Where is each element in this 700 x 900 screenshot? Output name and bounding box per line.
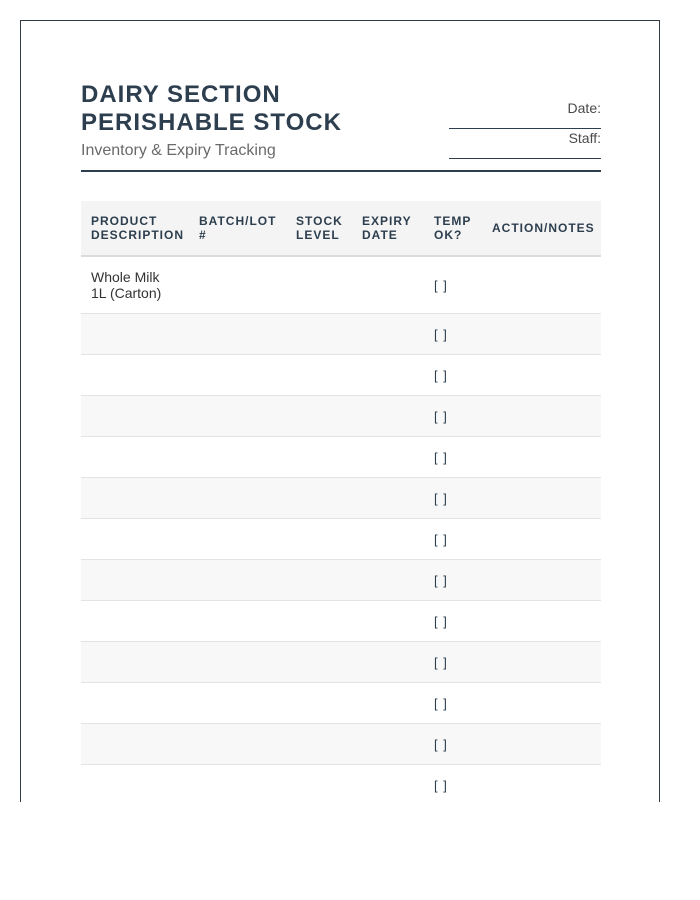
cell-product[interactable] bbox=[81, 478, 189, 519]
cell-batch[interactable] bbox=[189, 437, 286, 478]
temp-checkbox[interactable]: [ ] bbox=[434, 409, 448, 424]
temp-checkbox[interactable]: [ ] bbox=[434, 737, 448, 752]
cell-temp[interactable] bbox=[424, 519, 482, 560]
title-line-2: PERISHABLE STOCK bbox=[81, 109, 342, 136]
temp-checkbox[interactable]: [ ] bbox=[434, 450, 448, 465]
cell-temp[interactable] bbox=[424, 683, 482, 724]
table-row bbox=[81, 765, 601, 803]
cell-action[interactable] bbox=[482, 724, 601, 765]
cell-batch[interactable] bbox=[189, 642, 286, 683]
cell-expiry[interactable] bbox=[352, 601, 424, 642]
table-row bbox=[81, 601, 601, 642]
page-title bbox=[81, 81, 342, 137]
cell-expiry[interactable] bbox=[352, 519, 424, 560]
temp-checkbox[interactable]: [ ] bbox=[434, 614, 448, 629]
cell-action[interactable] bbox=[482, 355, 601, 396]
cell-batch[interactable] bbox=[189, 724, 286, 765]
header-action: ACTION/NOTES bbox=[482, 201, 601, 256]
cell-product[interactable] bbox=[81, 396, 189, 437]
cell-action[interactable] bbox=[482, 437, 601, 478]
cell-product[interactable] bbox=[81, 724, 189, 765]
cell-stock[interactable] bbox=[286, 396, 352, 437]
cell-stock[interactable] bbox=[286, 683, 352, 724]
temp-checkbox[interactable]: [ ] bbox=[434, 368, 448, 383]
table-row bbox=[81, 560, 601, 601]
cell-expiry[interactable] bbox=[352, 355, 424, 396]
cell-action[interactable] bbox=[482, 601, 601, 642]
cell-temp[interactable] bbox=[424, 256, 482, 314]
cell-stock[interactable] bbox=[286, 601, 352, 642]
cell-stock[interactable] bbox=[286, 642, 352, 683]
cell-stock[interactable] bbox=[286, 765, 352, 803]
table-row bbox=[81, 519, 601, 560]
header-expiry: EXPIRY DATE bbox=[352, 201, 424, 256]
cell-product[interactable] bbox=[81, 256, 189, 314]
cell-stock[interactable] bbox=[286, 256, 352, 314]
cell-batch[interactable] bbox=[189, 683, 286, 724]
title-line-1: DAIRY SECTION bbox=[81, 81, 281, 108]
cell-expiry[interactable] bbox=[352, 437, 424, 478]
table-row bbox=[81, 642, 601, 683]
cell-product[interactable] bbox=[81, 642, 189, 683]
cell-product[interactable] bbox=[81, 437, 189, 478]
table-row bbox=[81, 256, 601, 314]
cell-expiry[interactable] bbox=[352, 683, 424, 724]
cell-temp[interactable] bbox=[424, 478, 482, 519]
cell-expiry[interactable] bbox=[352, 256, 424, 314]
cell-batch[interactable] bbox=[189, 601, 286, 642]
temp-checkbox[interactable]: [ ] bbox=[434, 491, 448, 506]
cell-stock[interactable] bbox=[286, 560, 352, 601]
cell-action[interactable] bbox=[482, 560, 601, 601]
temp-checkbox[interactable]: [ ] bbox=[434, 327, 448, 342]
table-row bbox=[81, 724, 601, 765]
cell-expiry[interactable] bbox=[352, 560, 424, 601]
cell-temp[interactable] bbox=[424, 437, 482, 478]
cell-action[interactable] bbox=[482, 765, 601, 803]
cell-text: Whole Milk 1L (Carton) bbox=[91, 269, 162, 301]
cell-action[interactable] bbox=[482, 519, 601, 560]
sheet-header bbox=[81, 81, 601, 172]
table-row bbox=[81, 314, 601, 355]
stock-sheet bbox=[20, 20, 660, 802]
header-product: PRODUCT DESCRIPTION bbox=[81, 201, 189, 256]
cell-stock[interactable] bbox=[286, 437, 352, 478]
cell-batch[interactable] bbox=[189, 765, 286, 803]
cell-expiry[interactable] bbox=[352, 396, 424, 437]
cell-stock[interactable] bbox=[286, 478, 352, 519]
cell-product[interactable] bbox=[81, 765, 189, 803]
cell-temp[interactable] bbox=[424, 314, 482, 355]
header-batch: BATCH/LOT # bbox=[189, 201, 286, 256]
temp-checkbox[interactable]: [ ] bbox=[434, 778, 448, 793]
page-subtitle: Inventory & Expiry Tracking bbox=[81, 142, 276, 159]
cell-product[interactable] bbox=[81, 314, 189, 355]
cell-temp[interactable] bbox=[424, 396, 482, 437]
temp-checkbox[interactable]: [ ] bbox=[434, 655, 448, 670]
cell-stock[interactable] bbox=[286, 519, 352, 560]
cell-stock[interactable] bbox=[286, 314, 352, 355]
cell-temp[interactable] bbox=[424, 355, 482, 396]
staff-label: Staff: bbox=[568, 130, 601, 146]
table-body bbox=[81, 256, 601, 802]
date-label: Date: bbox=[567, 100, 601, 116]
cell-temp[interactable] bbox=[424, 601, 482, 642]
cell-action[interactable] bbox=[482, 478, 601, 519]
cell-action[interactable] bbox=[482, 683, 601, 724]
cell-expiry[interactable] bbox=[352, 765, 424, 803]
cell-batch[interactable] bbox=[189, 478, 286, 519]
cell-action[interactable] bbox=[482, 314, 601, 355]
cell-expiry[interactable] bbox=[352, 724, 424, 765]
cell-action[interactable] bbox=[482, 396, 601, 437]
cell-expiry[interactable] bbox=[352, 314, 424, 355]
cell-product[interactable] bbox=[81, 560, 189, 601]
cell-batch[interactable] bbox=[189, 355, 286, 396]
stock-table bbox=[81, 201, 601, 802]
cell-temp[interactable] bbox=[424, 724, 482, 765]
table-row bbox=[81, 478, 601, 519]
table-row bbox=[81, 396, 601, 437]
cell-batch[interactable] bbox=[189, 314, 286, 355]
cell-temp[interactable] bbox=[424, 765, 482, 803]
cell-action[interactable] bbox=[482, 642, 601, 683]
cell-action[interactable] bbox=[482, 256, 601, 314]
date-field[interactable] bbox=[449, 99, 601, 129]
cell-expiry[interactable] bbox=[352, 642, 424, 683]
cell-batch[interactable] bbox=[189, 396, 286, 437]
cell-batch[interactable] bbox=[189, 519, 286, 560]
header-temp: TEMP OK? bbox=[424, 201, 482, 256]
temp-checkbox[interactable]: [ ] bbox=[434, 278, 448, 293]
table-row bbox=[81, 437, 601, 478]
cell-stock[interactable] bbox=[286, 724, 352, 765]
header-stock: STOCK LEVEL bbox=[286, 201, 352, 256]
temp-checkbox[interactable]: [ ] bbox=[434, 532, 448, 547]
table-row bbox=[81, 683, 601, 724]
staff-field[interactable] bbox=[449, 129, 601, 159]
cell-temp[interactable] bbox=[424, 642, 482, 683]
table-header-row bbox=[81, 201, 601, 256]
temp-checkbox[interactable]: [ ] bbox=[434, 573, 448, 588]
cell-expiry[interactable] bbox=[352, 478, 424, 519]
cell-product[interactable] bbox=[81, 683, 189, 724]
cell-stock[interactable] bbox=[286, 355, 352, 396]
cell-product[interactable] bbox=[81, 601, 189, 642]
table-row bbox=[81, 355, 601, 396]
cell-product[interactable] bbox=[81, 519, 189, 560]
temp-checkbox[interactable]: [ ] bbox=[434, 696, 448, 711]
cell-batch[interactable] bbox=[189, 256, 286, 314]
cell-product[interactable] bbox=[81, 355, 189, 396]
cell-temp[interactable] bbox=[424, 560, 482, 601]
cell-batch[interactable] bbox=[189, 560, 286, 601]
